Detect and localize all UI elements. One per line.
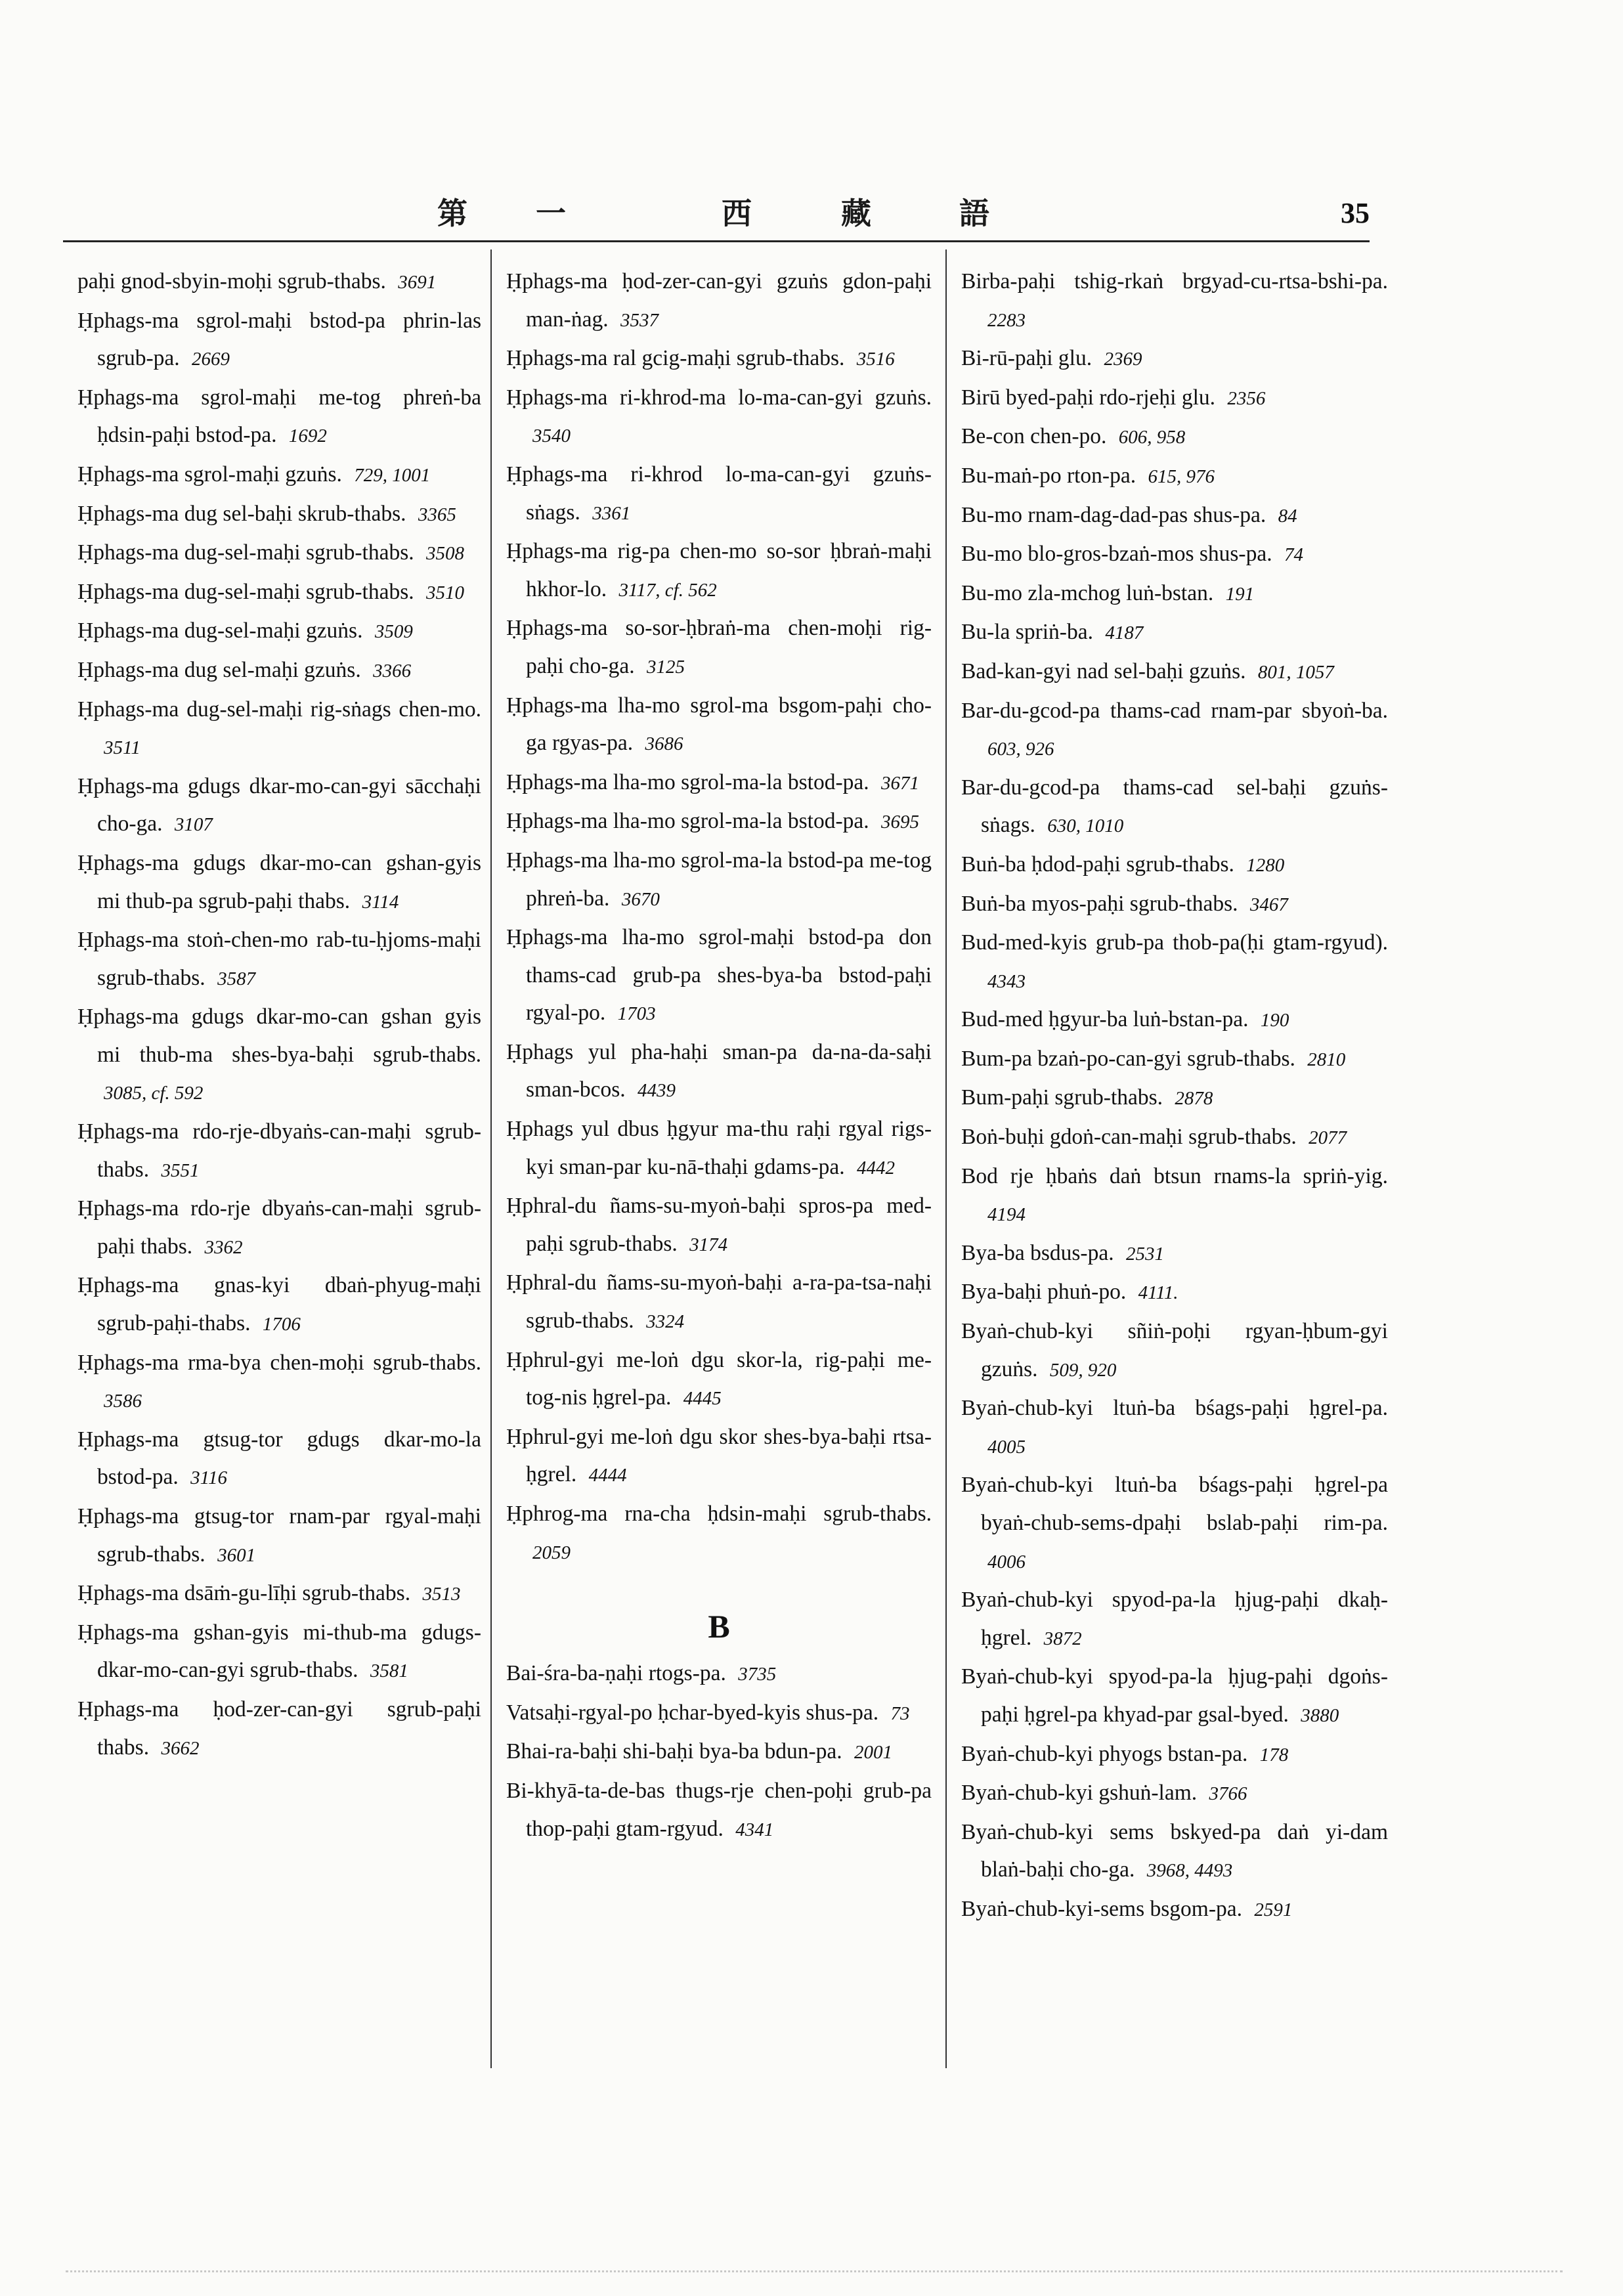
index-entry — [506, 456, 932, 532]
header-char-3: 西 — [722, 196, 752, 231]
index-entry — [961, 613, 1388, 653]
header-char-1: 第 — [437, 196, 467, 231]
entry-number: 3686 — [645, 733, 683, 755]
index-entry — [77, 998, 481, 1113]
index-entry — [961, 457, 1388, 496]
entry-title: Ḥphags-ma rig-pa chen-mo so-sor ḥbraṅ-maḥi hkhor-lo. — [506, 539, 932, 601]
entry-number: 3513 — [422, 1584, 461, 1605]
entry-number: 3510 — [426, 582, 465, 603]
index-entry — [506, 1033, 932, 1110]
index-entry — [506, 1110, 932, 1187]
index-entry — [77, 495, 481, 534]
entry-title: Bum-pa bzaṅ-po-can-gyi sgrub-thabs. — [961, 1046, 1295, 1071]
entry-title: paḥi gnod-sbyin-moḥi sgrub-thabs. — [77, 269, 386, 293]
index-entry — [77, 691, 481, 768]
index-entry — [506, 1495, 932, 1572]
entry-number: 191 — [1225, 583, 1255, 605]
entry-number: 3691 — [398, 272, 437, 293]
index-entry — [77, 1267, 481, 1343]
entry-title: Ḥphags-ma ri-khrod lo-ma-can-gyi gzuṅs-sṅags. — [506, 462, 932, 525]
entry-number: 4187 — [1105, 622, 1144, 644]
entry-title: Bud-med ḥgyur-ba luṅ-bstan-pa. — [961, 1007, 1249, 1032]
entry-title: Bar-du-gcod-pa thams-cad rnam-par sbyoṅ-ba. — [961, 698, 1388, 723]
header-char-2: 一 — [536, 196, 566, 231]
entry-number: 2283 — [987, 309, 1026, 331]
index-entry — [77, 844, 481, 921]
entry-title: Ḥphags-ma rma-bya chen-moḥi sgrub-thabs. — [77, 1350, 481, 1375]
entry-title: Byaṅ-chub-kyi spyod-pa-la ḥjug-paḥi dgoṅs-paḥi ḥgrel-pa khyad-par gsal-byed. — [961, 1664, 1388, 1727]
entry-number: 729, 1001 — [354, 464, 431, 486]
index-entry — [961, 263, 1388, 339]
index-entry — [961, 379, 1388, 418]
entry-title: Ḥphags-ma gshan-gyis mi-thub-ma gdugs-dkar-mo-can-gyi sgrub-thabs. — [77, 1620, 481, 1683]
entry-number: 4442 — [856, 1157, 895, 1179]
entry-number: 3601 — [217, 1544, 256, 1566]
entry-number: 84 — [1278, 505, 1297, 527]
entry-number: 4444 — [588, 1465, 627, 1486]
entry-title: Bad-kan-gyi nad sel-baḥi gzuṅs. — [961, 659, 1246, 683]
index-entry — [961, 1890, 1388, 1930]
entry-title: Bu-mo blo-gros-bzaṅ-mos shus-pa. — [961, 542, 1272, 567]
entry-number: 2810 — [1307, 1049, 1346, 1070]
index-entry — [506, 919, 932, 1033]
entry-number: 509, 920 — [1049, 1359, 1117, 1381]
index-entry — [506, 1772, 932, 1849]
entry-number: 4341 — [735, 1819, 774, 1840]
index-entry — [961, 846, 1388, 885]
header-char-4: 藏 — [841, 196, 871, 231]
index-entry — [77, 1421, 481, 1498]
entry-number: 178 — [1259, 1744, 1289, 1765]
index-entry — [506, 1655, 932, 1694]
entry-title: Byaṅ-chub-kyi sems bskyed-pa daṅ yi-dam blaṅ-baḥi cho-ga. — [961, 1819, 1388, 1882]
index-entry — [961, 1813, 1388, 1890]
entry-title: Ḥphags-ma gdugs dkar-mo-can-gyi sācchaḥi cho-ga. — [77, 773, 481, 836]
entry-number: 630, 1010 — [1047, 815, 1124, 837]
index-entry — [77, 1574, 481, 1614]
header-rule — [63, 240, 1370, 242]
entry-number: 2369 — [1104, 349, 1142, 370]
entry-title: Ḥphags-ma dug-sel-maḥi gzuṅs. — [77, 618, 363, 643]
index-entry — [961, 1389, 1388, 1466]
entry-number: 2077 — [1309, 1127, 1347, 1149]
entry-title: Bai-śra-ba-ṇaḥi rtogs-pa. — [506, 1661, 726, 1686]
entry-number: 3116 — [190, 1467, 227, 1489]
entry-number: 2669 — [191, 349, 230, 370]
entry-number: 3365 — [418, 504, 456, 525]
column-divider-2 — [945, 249, 947, 2068]
entry-title: Ḥphags-ma gnas-kyi dbaṅ-phyug-maḥi sgrub-paḥi-thabs. — [77, 1273, 481, 1336]
entry-title: Ḥphags-ma ḥod-zer-can-gyi sgrub-paḥi thabs. — [77, 1697, 481, 1760]
entry-number: 4194 — [987, 1204, 1026, 1226]
index-entry — [506, 1264, 932, 1341]
entry-title: Byaṅ-chub-kyi phyogs bstan-pa. — [961, 1741, 1248, 1766]
entry-number: 4006 — [987, 1551, 1026, 1572]
entry-number: 3366 — [373, 660, 412, 682]
entry-number: 3324 — [646, 1311, 685, 1333]
index-entry — [506, 1733, 932, 1772]
index-column-3 — [961, 263, 1388, 1930]
entry-number: 3362 — [204, 1236, 243, 1258]
entry-number: 3107 — [174, 814, 213, 836]
entry-number: 2531 — [1125, 1243, 1164, 1265]
entry-number: 3662 — [161, 1737, 200, 1759]
index-entry — [961, 885, 1388, 924]
entry-number: 1706 — [262, 1314, 301, 1335]
entry-title: Ḥphags-ma lha-mo sgrol-maḥi bstod-pa don thams-cad grub-pa shes-bya-ba bstod-paḥi rgyal-po. — [506, 925, 932, 1026]
index-entry — [77, 263, 481, 302]
entry-title: Byaṅ-chub-kyi-sems bsgom-pa. — [961, 1896, 1242, 1921]
index-entry — [77, 1498, 481, 1574]
index-entry — [961, 692, 1388, 769]
entry-number: 3587 — [217, 968, 256, 989]
index-entry — [77, 921, 481, 998]
index-entry — [77, 651, 481, 691]
entry-number: 2059 — [532, 1542, 571, 1563]
entry-title: Ḥphrul-gyi me-loṅ dgu skor shes-bya-baḥi rtsa-ḥgrel. — [506, 1424, 932, 1487]
index-entry — [961, 1466, 1388, 1581]
entry-title: Bum-paḥi sgrub-thabs. — [961, 1085, 1163, 1110]
index-entry — [77, 573, 481, 613]
entry-number: 3695 — [880, 812, 919, 833]
entry-number: 3551 — [161, 1159, 200, 1181]
entry-title: Ḥphags-ma lha-mo sgrol-ma-la bstod-pa me-tog phreṅ-ba. — [506, 848, 932, 911]
index-entry — [961, 1581, 1388, 1658]
entry-title: Ḥphags-ma so-sor-ḥbraṅ-ma chen-moḥi rig-paḥi cho-ga. — [506, 616, 932, 678]
entry-title: Be-con chen-po. — [961, 424, 1107, 449]
section-heading-b: B — [708, 1608, 730, 1645]
index-entry — [506, 1694, 932, 1733]
entry-number: 3085, cf. 592 — [104, 1083, 204, 1104]
entry-number: 1280 — [1246, 854, 1285, 876]
entry-number: 801, 1057 — [1257, 661, 1334, 683]
entry-number: 3872 — [1043, 1628, 1082, 1649]
entry-number: 73 — [890, 1702, 910, 1724]
index-entry — [506, 802, 932, 842]
entry-title: Birba-paḥi tshig-rkaṅ brgyad-cu-rtsa-bshi-pa. — [961, 269, 1388, 293]
entry-title: Buṅ-ba ḥdod-paḥi sgrub-thabs. — [961, 852, 1234, 877]
entry-title: Ḥphags-ma dug-sel-maḥi sgrub-thabs. — [77, 579, 414, 604]
index-entry — [961, 1040, 1388, 1079]
index-entry — [961, 1158, 1388, 1234]
index-entry — [506, 379, 932, 456]
entry-number: 1692 — [288, 425, 327, 447]
entry-title: Bya-ba bsdus-pa. — [961, 1240, 1114, 1265]
entry-number: 3117, cf. 562 — [618, 579, 717, 601]
index-entry — [961, 1774, 1388, 1813]
entry-title: Ḥphags-ma dug sel-maḥi gzuṅs. — [77, 657, 361, 682]
entry-number: 3766 — [1209, 1783, 1247, 1805]
entry-title: Ḥphags yul dbus ḥgyur ma-thu raḥi rgyal rigs-kyi sman-par ku-nā-thaḥi gdams-pa. — [506, 1117, 932, 1179]
index-column-2 — [506, 263, 932, 1849]
entry-title: Ḥphags-ma dsāṁ-gu-līḥi sgrub-thabs. — [77, 1581, 411, 1606]
entry-number: 3581 — [370, 1660, 408, 1682]
entry-title: Ḥphags-ma dug-sel-maḥi sgrub-thabs. — [77, 540, 414, 565]
index-entry — [961, 339, 1388, 379]
entry-title: Bu-maṅ-po rton-pa. — [961, 463, 1136, 488]
entry-title: Ḥphrog-ma rna-cha ḥdsin-maḥi sgrub-thabs. — [506, 1502, 932, 1526]
entry-title: Bu-la spriṅ-ba. — [961, 620, 1093, 645]
index-entry — [77, 1190, 481, 1267]
page-number: 35 — [1341, 197, 1370, 229]
index-entry — [506, 687, 932, 764]
entry-number: 3508 — [426, 543, 465, 565]
entry-number: 4005 — [987, 1436, 1026, 1458]
entry-number: 3968, 4493 — [1146, 1860, 1233, 1882]
entry-title: Ḥphags-ma dug sel-baḥi skrub-thabs. — [77, 501, 406, 526]
entry-number: 190 — [1260, 1010, 1289, 1031]
index-entry — [961, 574, 1388, 614]
index-entry — [961, 496, 1388, 536]
entry-title: Ḥphags-ma sgrol-maḥi gzuṅs. — [77, 462, 342, 487]
index-entry — [77, 379, 481, 456]
entry-number: 3537 — [620, 309, 659, 331]
entry-title: Vatsaḥi-rgyal-po ḥchar-byed-kyis shus-pa. — [506, 1700, 879, 1725]
entry-number: 3516 — [856, 349, 895, 370]
entry-title: Bi-rū-paḥi glu. — [961, 346, 1093, 371]
index-column-1 — [77, 263, 481, 1767]
entry-number: 4343 — [987, 970, 1026, 992]
index-entry — [961, 924, 1388, 1001]
entry-title: Ḥphags-ma rdo-rje-dbyaṅs-can-maḥi sgrub-thabs. — [77, 1119, 481, 1182]
entry-title: Ḥphags-ma gtsug-tor rnam-par rgyal-maḥi sgrub-thabs. — [77, 1504, 481, 1567]
bottom-scan-margin — [66, 2270, 1563, 2279]
index-entry — [961, 1735, 1388, 1775]
index-entry — [506, 263, 932, 339]
entry-title: Ḥphral-du ñams-su-myoṅ-baḥi spros-pa med-paḥi sgrub-thabs. — [506, 1194, 932, 1256]
index-entry — [961, 1312, 1388, 1389]
entry-number: 603, 926 — [987, 739, 1054, 760]
entry-title: Bud-med-kyis grub-pa thob-pa(ḥi gtam-rgyud). — [961, 930, 1388, 955]
entry-title: Ḥphags-ma gtsug-tor gdugs dkar-mo-la bstod-pa. — [77, 1427, 481, 1490]
entry-title: Bu-mo zla-mchog luṅ-bstan. — [961, 580, 1214, 605]
index-entry — [506, 609, 932, 686]
index-entry — [77, 1614, 481, 1691]
entry-number: 3735 — [738, 1664, 777, 1685]
entry-title: Ḥphags yul pha-haḥi sman-pa da-na-da-saḥi sman-bcos. — [506, 1039, 932, 1102]
index-entry — [961, 1273, 1388, 1312]
entry-title: Ḥphags-ma ral gcig-maḥi sgrub-thabs. — [506, 346, 845, 371]
index-entry — [506, 532, 932, 609]
index-entry — [961, 1001, 1388, 1040]
index-entry — [961, 535, 1388, 574]
entry-number: 3511 — [104, 737, 141, 759]
entry-number: 3125 — [646, 656, 685, 678]
entry-title: Byaṅ-chub-kyi gshuṅ-lam. — [961, 1781, 1198, 1806]
entry-title: Buṅ-ba myos-paḥi sgrub-thabs. — [961, 891, 1238, 916]
entry-number: 2001 — [854, 1742, 893, 1764]
index-entry — [77, 1344, 481, 1421]
entry-number: 2356 — [1227, 387, 1266, 409]
entry-title: Ḥphags-ma stoṅ-chen-mo rab-tu-ḥjoms-maḥi sgrub-thabs. — [77, 928, 481, 990]
entry-title: Bya-baḥi phuṅ-po. — [961, 1280, 1127, 1305]
entry-title: Ḥphags-ma gdugs dkar-mo-can gshan gyis mi thub-ma shes-bya-baḥi sgrub-thabs. — [77, 1005, 481, 1067]
entry-title: Bod rje ḥbaṅs daṅ btsun rnams-la spriṅ-yig. — [961, 1163, 1388, 1188]
entry-title: Ḥphags-ma ri-khrod-ma lo-ma-can-gyi gzuṅs. — [506, 385, 932, 410]
index-entry — [77, 302, 481, 379]
entry-title: Ḥphags-ma lha-mo sgrol-ma-la bstod-pa. — [506, 769, 869, 794]
entry-title: Byaṅ-chub-kyi ltuṅ-ba bśags-paḥi ḥgrel-pa. — [961, 1396, 1388, 1421]
entry-number: 3467 — [1249, 894, 1288, 915]
index-entry — [506, 1187, 932, 1264]
index-entry — [961, 769, 1388, 846]
entry-number: 1703 — [617, 1003, 656, 1025]
column-divider-1 — [490, 249, 492, 2068]
index-entry — [77, 768, 481, 844]
entry-number: 3361 — [592, 502, 631, 524]
entry-title: Bi-khyā-ta-de-bas thugs-rje chen-poḥi grub-pa thop-paḥi gtam-rgyud. — [506, 1778, 932, 1841]
entry-number: 3540 — [532, 425, 571, 447]
entry-title: Bhai-ra-baḥi shi-baḥi bya-ba bdun-pa. — [506, 1739, 842, 1764]
entry-title: Ḥphags-ma dug-sel-maḥi rig-sṅags chen-mo. — [77, 697, 481, 722]
entry-number: 3114 — [362, 891, 399, 913]
entry-title: Byaṅ-chub-kyi sñiṅ-poḥi rgyan-ḥbum-gyi gzuṅs. — [961, 1319, 1388, 1381]
entry-number: 606, 958 — [1118, 427, 1186, 448]
entry-title: Ḥphags-ma rdo-rje dbyaṅs-can-maḥi sgrub-paḥi thabs. — [77, 1196, 481, 1259]
entry-number: 3174 — [689, 1234, 728, 1255]
entry-title: Ḥphrul-gyi me-loṅ dgu skor-la, rig-paḥi me-tog-nis ḥgrel-pa. — [506, 1347, 932, 1410]
entry-title: Ḥphags-ma ḥod-zer-can-gyi gzuṅs gdon-paḥi man-ṅag. — [506, 269, 932, 332]
index-entry — [961, 1234, 1388, 1274]
entry-title: Byaṅ-chub-kyi ltuṅ-ba bśags-paḥi ḥgrel-pa byaṅ-chub-sems-dpaḥi bslab-paḥi rim-pa. — [961, 1473, 1388, 1535]
entry-title: Bu-mo rnam-dag-dad-pas shus-pa. — [961, 502, 1266, 527]
page-header — [63, 190, 1370, 236]
entry-title: Ḥphags-ma lha-mo sgrol-ma-la bstod-pa. — [506, 809, 869, 834]
entry-title: Ḥphags-ma lha-mo sgrol-ma bsgom-paḥi cho-ga rgyas-pa. — [506, 693, 932, 756]
entry-title: Ḥphral-du ñams-su-myoṅ-baḥi a-ra-pa-tsa-naḥi sgrub-thabs. — [506, 1270, 932, 1333]
index-entry — [961, 653, 1388, 692]
index-entry — [961, 1118, 1388, 1158]
index-entry — [506, 842, 932, 919]
entry-title: Bar-du-gcod-pa thams-cad sel-baḥi gzuṅs-sṅags. — [961, 775, 1388, 838]
entry-number: 3880 — [1301, 1704, 1339, 1726]
index-entry — [961, 418, 1388, 457]
entry-number: 615, 976 — [1148, 466, 1215, 487]
index-entry — [961, 1079, 1388, 1118]
entry-number: 4445 — [683, 1388, 722, 1410]
entry-title: Ḥphags-ma gdugs dkar-mo-can gshan-gyis mi thub-pa sgrub-paḥi thabs. — [77, 850, 481, 913]
index-entry — [506, 339, 932, 379]
entry-number: 3509 — [374, 621, 413, 643]
entry-number: 2591 — [1254, 1899, 1293, 1920]
entry-title: Ḥphags-ma sgrol-maḥi me-tog phreṅ-ba ḥdsin-paḥi bstod-pa. — [77, 385, 481, 448]
entry-number: 3586 — [104, 1391, 142, 1412]
entry-title: Byaṅ-chub-kyi spyod-pa-la ḥjug-paḥi dkaḥ-ḥgrel. — [961, 1588, 1388, 1650]
index-entry — [77, 534, 481, 573]
entry-number: 2878 — [1175, 1088, 1213, 1110]
index-entry — [77, 612, 481, 651]
index-entry — [77, 1113, 481, 1190]
index-entry — [77, 456, 481, 495]
index-entry — [506, 1418, 932, 1495]
entry-title: Birū byed-paḥi rdo-rjeḥi glu. — [961, 385, 1216, 410]
entry-title: Ḥphags-ma sgrol-maḥi bstod-pa phrin-las sgrub-pa. — [77, 308, 481, 371]
entry-number: 4111. — [1138, 1282, 1179, 1304]
entry-number: 4439 — [638, 1080, 676, 1102]
index-entry — [77, 1691, 481, 1767]
index-entry — [506, 1341, 932, 1418]
index-entry — [961, 1658, 1388, 1735]
entry-number: 3670 — [621, 888, 660, 910]
index-entry — [506, 764, 932, 803]
entry-number: 74 — [1284, 544, 1303, 566]
header-char-5: 語 — [959, 196, 989, 231]
entry-title: Boṅ-buḥi gdoṅ-can-maḥi sgrub-thabs. — [961, 1125, 1297, 1150]
entry-number: 3671 — [880, 772, 919, 794]
